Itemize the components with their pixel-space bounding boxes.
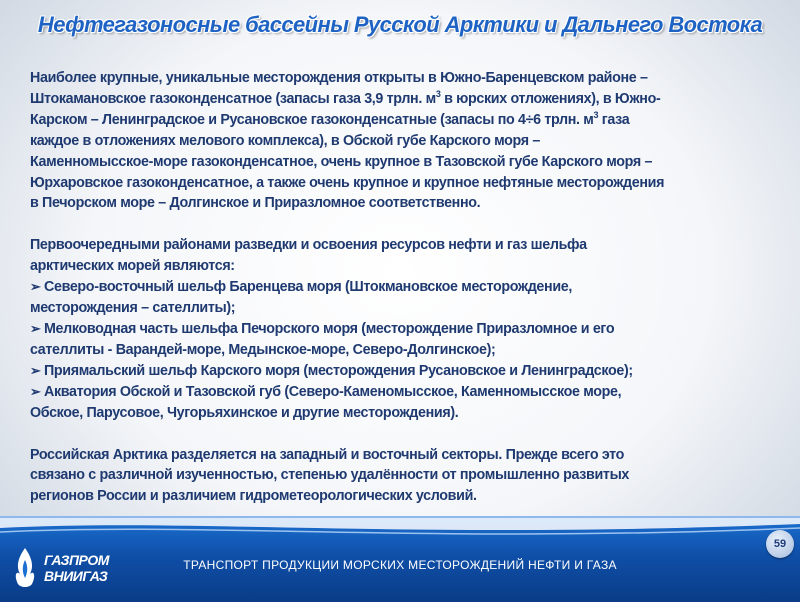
spacer [30,214,798,235]
logo-line: ГАЗПРОМ [44,552,109,568]
text-line: Штокамановское газоконденсатное (запасы газа 3,9 трлн. м [30,90,436,107]
bullet-arrow-icon: ➢ [30,383,41,399]
paragraph-3 [30,445,798,508]
footer-bar [0,516,800,602]
list-item [30,319,798,361]
superscript: 3 [435,89,441,100]
superscript: 3 [593,110,599,121]
bullet-arrow-icon: ➢ [30,320,41,336]
text-line: каждое в отложениях мелового комплекса), в Обской губе Карского моря – [30,132,540,149]
footer-caption: ТРАНСПОРТ ПРОДУКЦИИ МОРСКИХ МЕСТОРОЖДЕНИЙ НЕФТИ И ГАЗА [183,558,617,572]
text-line: Карском – Ленинградское и Русановское газоконденсатные (запасы по 4÷6 трлн. м [30,111,594,128]
paragraph-2 [30,235,798,277]
text-line: газа [598,111,630,128]
slide-title: Нефтегазоносные бассейны Русской Арктики и Дальнего Востока [37,12,763,37]
text-line: в Печорском море – Долгинское и Приразломное соответственно. [30,195,481,212]
spacer [30,424,798,445]
text-line: арктических морей являются: [30,258,235,275]
page-number-badge: 59 [766,530,794,558]
slide-body [30,68,798,507]
text-line: Каменномысское-море газоконденсатное, очень крупное в Тазовской губе Карского моря – [30,153,653,170]
text-line: Наиболее крупные, уникальные месторождения открыты в Южно-Баренцевском районе – [30,70,648,86]
bullet-arrow-icon: ➢ [30,279,41,295]
text-line: регионов России и различием гидрометеорологических условий. [30,488,477,505]
list-item-text: Приямальский шельф Карского моря (месторождения Русановское и Ленинградское); [44,362,633,379]
text-line: связано с различной изученностью, степенью удалённости от промышленно развитых [30,467,630,484]
list-item-text: месторождения – сателлиты); [30,300,236,317]
list-item [30,361,798,382]
text-line: Российская Арктика разделяется на западный и восточный секторы. Прежде всего это [30,446,625,463]
list-item [30,277,798,319]
list-item-text: Мелководная часть шельфа Печорского моря (месторождение Приразломное и его [44,320,615,337]
bullet-arrow-icon: ➢ [30,362,41,378]
logo-line: ВНИИГАЗ [44,568,108,584]
text-line: Первоочередными районами разведки и освоения ресурсов нефти и газ шельфа [30,237,587,254]
list-item-text: Акватория Обской и Тазовской губ (Северо-Каменомысское, Каменномысское море, [44,383,622,400]
list-item-text: сателлиты - Варандей-море, Медынское-море, Северо-Долгинское); [30,341,496,358]
paragraph-1 [30,68,798,214]
list-item-text: Обское, Парусовое, Чугорьяхинское и другие месторождения). [30,404,459,421]
list-item [30,382,798,424]
text-line: в юрских отложениях), в Южно- [440,90,661,107]
list-item-text: Северо-восточный шельф Баренцева моря (Штокмановское месторождение, [44,279,572,296]
bullet-list [30,277,798,423]
text-line: Юрхаровское газоконденсатное, а также очень крупное и крупное нефтяные месторождения [30,174,665,191]
